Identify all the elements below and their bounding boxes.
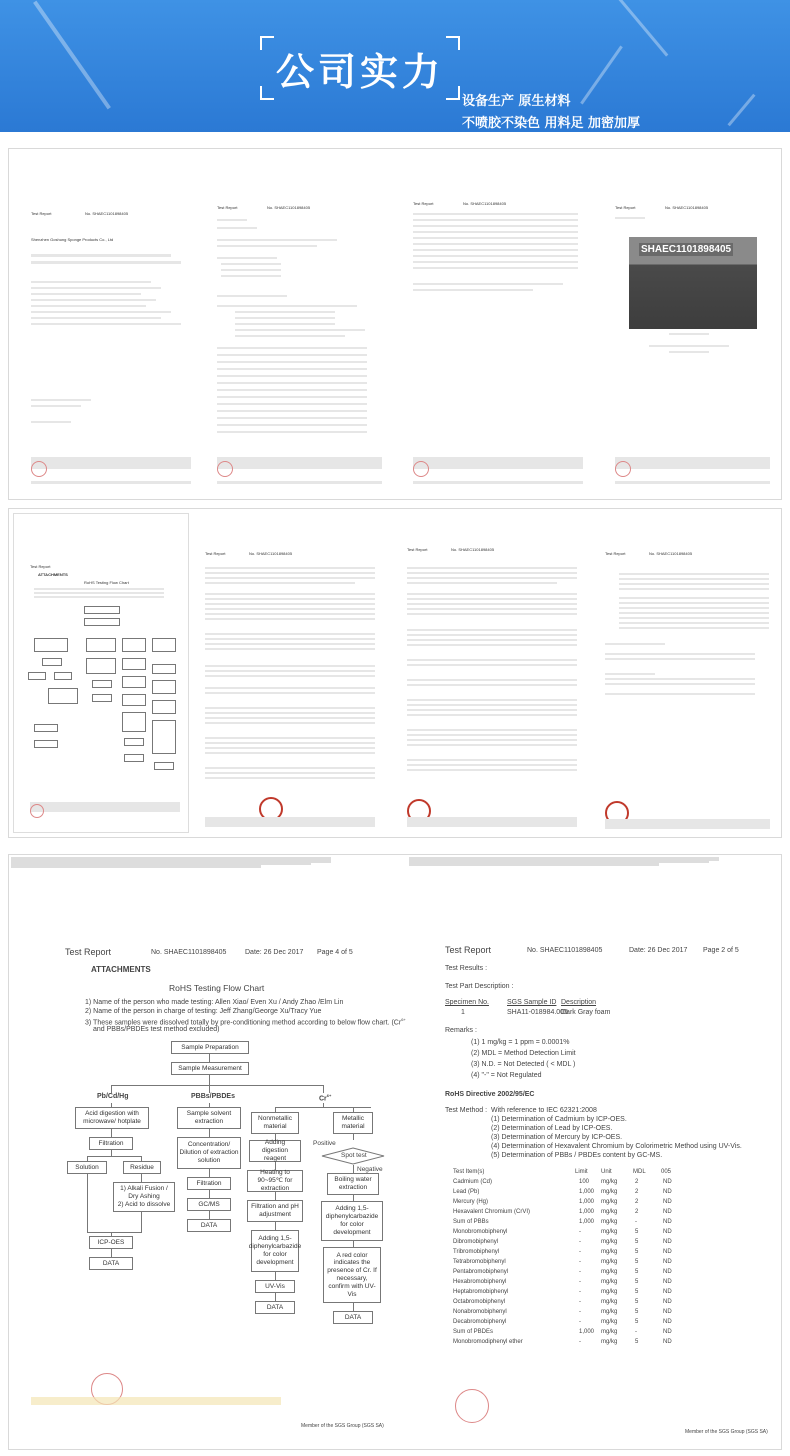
table-cell: Dibromobiphenyl	[453, 1239, 499, 1245]
test-results-page	[409, 857, 779, 1447]
table-cell: Sum of PBBs	[453, 1219, 489, 1225]
table-cell: Octabromobiphenyl	[453, 1299, 506, 1305]
table-cell: ND	[663, 1329, 672, 1335]
report-date: Date: 26 Dec 2017	[629, 947, 688, 954]
table-cell: Mercury (Hg)	[453, 1199, 489, 1205]
table-row	[445, 1179, 745, 1189]
remark-2: (2) MDL = Method Detection Limit	[471, 1050, 576, 1057]
table-cell: 5	[635, 1239, 639, 1245]
method-4: (4) Determination of Hexavalent Chromium by Colorimetric Method using UV-Vis.	[491, 1143, 742, 1150]
report-page-2: Test Report No. SHAEC1101898405	[205, 199, 389, 491]
flow-red-color: A red color indicates the presence of Cr. If necessary, confirm with UV-Vis	[323, 1247, 381, 1303]
table-cell: 5	[635, 1339, 639, 1345]
table-cell: mg/kg	[601, 1329, 618, 1335]
specimen-header: Specimen No.	[445, 999, 489, 1006]
table-cell: Decabromobiphenyl	[453, 1319, 507, 1325]
remark-4: (4) "-" = Not Regulated	[471, 1072, 542, 1079]
flow-adding-diphenyl-1: Adding 1,5-diphenylcarbazide for color development	[251, 1230, 299, 1272]
report-title: Test Report	[65, 947, 112, 957]
sgs-member: Member of the SGS Group (SGS SA)	[685, 1429, 768, 1435]
table-row	[445, 1219, 745, 1229]
table-cell: mg/kg	[601, 1199, 618, 1205]
method-0: With reference to IEC 62321:2008	[491, 1107, 597, 1114]
sgs-id: SHA11-018984.005	[507, 1009, 568, 1016]
report-panel-row-2	[8, 508, 782, 838]
table-row	[445, 1239, 745, 1249]
table-cell: 1,000	[579, 1329, 595, 1335]
flow-filtration-ph: Filtration and pH adjustment	[247, 1200, 303, 1222]
table-cell: ND	[663, 1289, 672, 1295]
col-pbbs-pbdes: PBBs/PBDEs	[191, 1093, 235, 1100]
flow-alkali-fusion: 1) Alkali Fusion / Dry Ashing 2) Acid to dissolve	[113, 1182, 175, 1212]
svhc-page-2: Test Report No. SHAEC1101898405	[401, 543, 587, 835]
report-number: No. SHAEC1101898405	[527, 947, 603, 954]
table-cell: 2	[635, 1189, 639, 1195]
flow-filtration-1: Filtration	[89, 1137, 133, 1150]
col-cr: $Cr^{6+}$	[319, 1093, 332, 1103]
table-cell: -	[579, 1319, 581, 1325]
flow-sample-preparation: Sample Preparation	[171, 1041, 249, 1054]
table-cell: -	[579, 1309, 581, 1315]
table-cell: 5	[635, 1319, 639, 1325]
report-date: Date: 26 Dec 2017	[245, 949, 304, 956]
rohs-directive: RoHS Directive 2002/95/EC	[445, 1091, 535, 1098]
flow-spot-test: Spot test	[341, 1152, 367, 1159]
sgs-seal	[31, 461, 47, 477]
table-cell: mg/kg	[601, 1319, 618, 1325]
table-row	[445, 1299, 745, 1309]
table-cell: mg/kg	[601, 1189, 618, 1195]
table-cell: -	[579, 1289, 581, 1295]
table-cell: mg/kg	[601, 1249, 618, 1255]
decor-line	[33, 1, 111, 110]
table-cell: ND	[663, 1299, 672, 1305]
table-cell: -	[579, 1279, 581, 1285]
table-row	[445, 1309, 745, 1319]
description-header: Description	[561, 999, 597, 1006]
test-method-label: Test Method :	[445, 1107, 488, 1114]
table-cell: ND	[663, 1199, 672, 1205]
method-2: (2) Determination of Lead by ICP-OES.	[491, 1125, 613, 1132]
table-cell: -	[579, 1259, 581, 1265]
table-cell: 5	[635, 1249, 639, 1255]
table-cell: Monobromobiphenyl	[453, 1229, 508, 1235]
flow-data-2: DATA	[187, 1219, 231, 1232]
decor-line	[615, 0, 669, 57]
attachments-page	[11, 857, 406, 1447]
report-page-1	[27, 199, 197, 491]
decor-line	[727, 94, 755, 127]
flow-acid-digestion: Acid digestion with microwave/ hotplate	[75, 1107, 149, 1129]
method-1: (1) Determination of Cadmium by ICP-OES.	[491, 1116, 627, 1123]
table-row	[445, 1209, 745, 1219]
table-cell: 2	[635, 1179, 639, 1185]
table-row	[445, 1289, 745, 1299]
table-cell: -	[579, 1269, 581, 1275]
table-cell: 5	[635, 1269, 639, 1275]
table-cell: ND	[663, 1309, 672, 1315]
table-cell: mg/kg	[601, 1259, 618, 1265]
table-cell: mg/kg	[601, 1309, 618, 1315]
table-row	[445, 1269, 745, 1279]
table-cell: 2	[635, 1199, 639, 1205]
table-cell: ND	[663, 1239, 672, 1245]
method-3: (3) Determination of Mercury by ICP-OES.	[491, 1134, 623, 1141]
col-pb-cd-hg: Pb/Cd/Hg	[97, 1093, 129, 1100]
flowchart-title: RoHS Testing Flow Chart	[169, 983, 265, 993]
title-frame	[260, 36, 460, 100]
sample-description: Dark Gray foam	[561, 1009, 611, 1016]
table-cell: mg/kg	[601, 1269, 618, 1275]
table-cell: ND	[663, 1179, 672, 1185]
table-cell: 5	[635, 1299, 639, 1305]
table-cell: 5	[635, 1259, 639, 1265]
flow-concentration: Concentration/ Dilution of extraction solution	[177, 1137, 241, 1169]
report-number: No. SHAEC1101898405	[151, 949, 227, 956]
flow-solvent-extraction: Sample solvent extraction	[177, 1107, 241, 1129]
table-cell: Tetrabromobiphenyl	[453, 1259, 506, 1265]
svhc-page-3: Test Report No. SHAEC1101898405	[599, 547, 777, 835]
table-cell: Hexavalent Chromium (CrVI)	[453, 1209, 531, 1215]
table-cell: -	[579, 1229, 581, 1235]
flow-boiling: Boiling water extraction	[327, 1173, 379, 1195]
report-title: Test Report	[445, 945, 492, 955]
table-cell: Tribromobiphenyl	[453, 1249, 500, 1255]
specimen-no: 1	[461, 1009, 465, 1016]
report-page: Page 4 of 5	[317, 949, 353, 956]
table-row	[445, 1259, 745, 1269]
test-results-label: Test Results :	[445, 965, 488, 972]
flow-sample-measurement: Sample Measurement	[171, 1062, 249, 1075]
table-row	[445, 1279, 745, 1289]
table-cell: Monobromodiphenyl ether	[453, 1339, 523, 1345]
flow-solution: Solution	[67, 1161, 107, 1174]
table-cell: ND	[663, 1339, 672, 1345]
table-cell: Nonabromobiphenyl	[453, 1309, 507, 1315]
table-cell: -	[579, 1299, 581, 1305]
table-cell: mg/kg	[601, 1179, 618, 1185]
sample-photo	[629, 237, 757, 329]
remark-3: (3) N.D. = Not Detected ( < MDL )	[471, 1061, 576, 1068]
test-part-label: Test Part Description :	[445, 983, 514, 990]
table-header-row: Test Item(s) Limit Unit MDL 005	[453, 1169, 672, 1175]
table-cell: 5	[635, 1279, 639, 1285]
attachments-heading: ATTACHMENTS	[91, 965, 151, 974]
table-cell: 5	[635, 1229, 639, 1235]
table-cell: -	[579, 1249, 581, 1255]
header-banner	[0, 0, 790, 132]
table-cell: 5	[635, 1289, 639, 1295]
remarks-label: Remarks :	[445, 1027, 477, 1034]
report-header-title: Test Report	[217, 205, 238, 210]
table-cell: ND	[663, 1219, 672, 1225]
svhc-page-1: Test Report No. SHAEC1101898405	[199, 547, 385, 835]
flow-gcms: GC/MS	[187, 1198, 231, 1211]
table-cell: Hexabromobiphenyl	[453, 1279, 507, 1285]
table-cell: mg/kg	[601, 1229, 618, 1235]
flow-positive-label: Positive	[313, 1140, 336, 1147]
table-row	[445, 1339, 745, 1349]
sgs-member: Member of the SGS Group (SGS SA)	[301, 1423, 384, 1429]
table-cell: 1,000	[579, 1199, 595, 1205]
table-row	[445, 1329, 745, 1339]
table-cell: ND	[663, 1259, 672, 1265]
flow-negative-label: Negative	[357, 1166, 383, 1173]
flow-residue: Residue	[123, 1161, 161, 1174]
table-cell: 1,000	[579, 1209, 595, 1215]
report-header-title: Test Report	[31, 211, 52, 216]
report-page-4: Test Report No. SHAEC1101898405 SHAEC1101898405	[609, 199, 777, 491]
flow-icp-oes: ICP-OES	[89, 1236, 133, 1249]
flow-data-4: DATA	[333, 1311, 373, 1324]
flow-nonmetallic: Nonmetallic material	[251, 1112, 299, 1134]
flow-data-3: DATA	[255, 1301, 295, 1314]
flow-data-1: DATA	[89, 1257, 133, 1270]
flow-adding-diphenyl-2: Adding 1,5-diphenylcarbazide for color development	[321, 1201, 383, 1241]
table-cell: Heptabromobiphenyl	[453, 1289, 509, 1295]
table-cell: ND	[663, 1279, 672, 1285]
flow-adding-digestion: Adding digestion reagent	[249, 1140, 301, 1162]
table-cell: Cadmium (Cd)	[453, 1179, 493, 1185]
table-cell: 100	[579, 1179, 590, 1185]
table-cell: mg/kg	[601, 1209, 618, 1215]
method-5: (5) Determination of PBBs / PBDEs content by GC-MS.	[491, 1152, 663, 1159]
table-cell: -	[635, 1329, 637, 1335]
table-cell: mg/kg	[601, 1339, 618, 1345]
table-cell: ND	[663, 1319, 672, 1325]
table-cell: mg/kg	[601, 1279, 618, 1285]
table-row	[445, 1249, 745, 1259]
report-page-3: Test Report No. SHAEC1101898405	[407, 199, 591, 491]
table-row	[445, 1189, 745, 1199]
table-row	[445, 1199, 745, 1209]
table-cell: ND	[663, 1269, 672, 1275]
flow-metallic: Metallic material	[333, 1112, 373, 1134]
table-cell: Lead (Pb)	[453, 1189, 480, 1195]
results-table	[445, 1169, 745, 1359]
sample-id-label: SHAEC1101898405	[641, 244, 732, 255]
table-row	[445, 1229, 745, 1239]
mini-flowchart-page: Test Report ATTACHMENTS RoHS Testing Flow Chart	[13, 513, 189, 833]
table-cell: -	[579, 1339, 581, 1345]
table-cell: mg/kg	[601, 1219, 618, 1225]
decor-line	[580, 45, 623, 104]
table-cell: -	[579, 1239, 581, 1245]
slogan-line-2: 不喷胶不染色 用料足 加密加厚	[462, 116, 641, 131]
flow-filtration-2: Filtration	[187, 1177, 231, 1190]
remark-1: (1) 1 mg/kg = 1 ppm = 0.0001%	[471, 1039, 570, 1046]
table-cell: mg/kg	[601, 1299, 618, 1305]
table-cell: 2	[635, 1209, 639, 1215]
table-cell: ND	[663, 1229, 672, 1235]
slogan-line-1: 设备生产 原生材料	[462, 94, 571, 109]
page-title: 公司实力	[275, 49, 444, 94]
report-panel-row-3	[8, 854, 782, 1450]
table-cell: mg/kg	[601, 1239, 618, 1245]
table-cell: ND	[663, 1209, 672, 1215]
note-1: 1) Name of the person who made testing: Allen Xiao/ Even Xu / Andy Zhao /Elm Lin	[85, 999, 344, 1006]
note-4: and PBBs/PBDEs test method excluded)	[93, 1026, 220, 1033]
report-page: Page 2 of 5	[703, 947, 739, 954]
table-cell: Pentabromobiphenyl	[453, 1269, 509, 1275]
table-cell: Sum of PBDEs	[453, 1329, 494, 1335]
report-panel-row-1	[8, 148, 782, 500]
note-3: 3) These samples were dissolved totally by pre-conditioning method according to below flow chart. ($Cr^{6+}$	[85, 1017, 406, 1027]
table-cell: 5	[635, 1309, 639, 1315]
sgs-id-header: SGS Sample ID	[507, 999, 557, 1006]
sgs-seal	[455, 1389, 489, 1423]
table-cell: 1,000	[579, 1189, 595, 1195]
note-2: 2) Name of the person in charge of testing: Jeff Zhang/George Xu/Tracy Yue	[85, 1008, 322, 1015]
flow-uvvis-1: UV-Vis	[255, 1280, 295, 1293]
table-cell: ND	[663, 1249, 672, 1255]
table-cell: 1,000	[579, 1219, 595, 1225]
flow-heating: Heating to 90~95℃ for extraction	[247, 1170, 303, 1192]
report-header-no: No. SHAEC1101898405	[85, 211, 129, 216]
table-cell: ND	[663, 1189, 672, 1195]
table-cell: mg/kg	[601, 1289, 618, 1295]
table-row	[445, 1319, 745, 1329]
company-name: Shenzhen Goshung Sponge Products Co., Ltd	[31, 237, 114, 242]
table-cell: -	[635, 1219, 637, 1225]
